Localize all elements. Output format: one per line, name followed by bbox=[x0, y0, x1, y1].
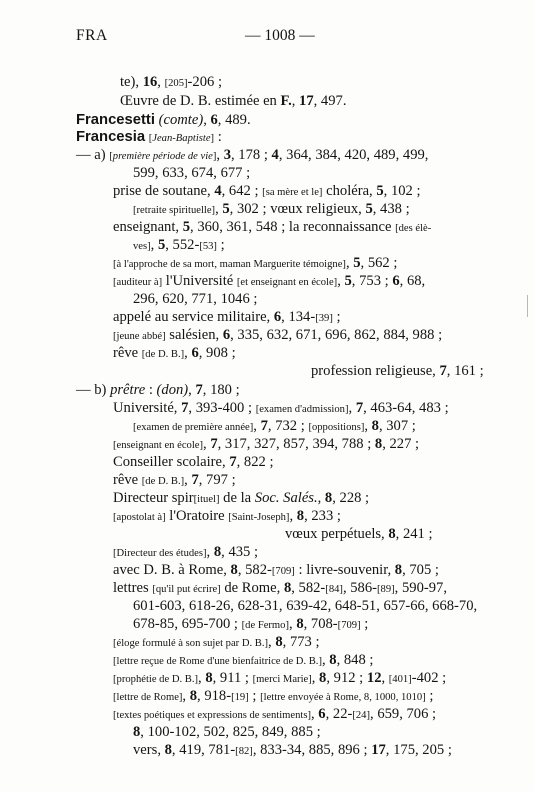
entry-text: , 161 ; bbox=[446, 363, 484, 379]
entry-text: , 582- bbox=[291, 580, 326, 596]
index-line bbox=[120, 92, 346, 110]
entry-text: , 582- bbox=[237, 562, 272, 578]
entry-text: Directeur spir bbox=[113, 490, 194, 506]
index-line bbox=[113, 326, 442, 346]
entry-text: , 435 ; bbox=[221, 544, 259, 560]
entry-text: l'Université bbox=[162, 273, 237, 289]
entry-text: ; bbox=[425, 688, 434, 704]
entry-text: rêve bbox=[113, 472, 142, 488]
bracket-note: [apostolat à] bbox=[113, 512, 166, 523]
entry-text: , 233 ; bbox=[304, 508, 341, 524]
bracket-note: [à l'approche de sa mort, maman Marguerite témoigne] bbox=[113, 259, 346, 270]
volume-number: 6 bbox=[210, 112, 218, 128]
volume-number: 8 bbox=[133, 724, 141, 740]
index-line bbox=[113, 435, 419, 455]
entry-text: , 100-102, 502, 825, 849, 885 ; bbox=[140, 724, 321, 740]
bracket-note: [textes poétiques et expressions de sentiments] bbox=[113, 710, 311, 721]
entry-text: , 753 ; bbox=[351, 273, 393, 289]
entry-text: , bbox=[348, 400, 356, 416]
index-line bbox=[133, 615, 368, 635]
entry-text: , bbox=[206, 544, 214, 560]
running-head: FRA bbox=[76, 27, 108, 44]
index-line bbox=[76, 381, 240, 399]
entry-text: salésien, bbox=[165, 327, 223, 343]
entry-text: , 642 ; bbox=[221, 183, 263, 199]
entry-text: , 552- bbox=[165, 237, 200, 253]
entry-text: , 912 ; bbox=[326, 670, 367, 686]
entry-text: , 833-34, 885, 896 ; bbox=[252, 742, 372, 758]
entry-text: , bbox=[381, 670, 389, 686]
index-line bbox=[76, 128, 222, 148]
bracket-note: [205] bbox=[164, 78, 188, 89]
entry-text: , bbox=[345, 255, 354, 271]
entry-heading: Francesetti bbox=[76, 112, 155, 128]
volume-number: 5 bbox=[222, 201, 230, 217]
index-line bbox=[113, 182, 421, 202]
volume-number: 8 bbox=[296, 616, 304, 632]
entry-text: , bbox=[184, 472, 192, 488]
entry-text: , 732 ; bbox=[267, 418, 309, 434]
volume-number: 8 bbox=[296, 508, 305, 524]
volume-number: 8 bbox=[329, 652, 337, 668]
volume-number: 7 bbox=[195, 382, 203, 398]
volume-number: 5 bbox=[182, 219, 191, 235]
volume-number: 6 bbox=[222, 327, 231, 343]
entry-text: , 175, 205 ; bbox=[385, 742, 452, 758]
entry-text: Œuvre de D. B. estimée en bbox=[120, 93, 281, 109]
entry-text: ; bbox=[360, 616, 369, 632]
volume-number: 5 bbox=[344, 273, 352, 289]
entry-text: , 586- bbox=[342, 580, 378, 596]
volume-number: 8 bbox=[283, 580, 292, 596]
entry-text: , 773 ; bbox=[282, 634, 320, 650]
entry-text: , 241 ; bbox=[395, 526, 433, 542]
volume-number: 3 bbox=[223, 147, 231, 163]
bracket-note: [53] bbox=[199, 241, 217, 252]
entry-text: 296, 620, 771, 1046 ; bbox=[133, 291, 258, 307]
entry-text: , 705 ; bbox=[402, 562, 439, 578]
entry-text: de la bbox=[219, 490, 255, 506]
entry-text: : bbox=[214, 129, 222, 145]
bracket-note: [84] bbox=[325, 584, 343, 595]
entry-text: , bbox=[216, 147, 224, 163]
entry-text: l'Oratoire bbox=[165, 508, 229, 524]
volume-number: 8 bbox=[394, 562, 403, 578]
entry-text: , 848 ; bbox=[336, 652, 374, 668]
index-line bbox=[113, 453, 274, 471]
index-line bbox=[133, 164, 250, 182]
entry-text: , 227 ; bbox=[382, 436, 420, 452]
index-line bbox=[113, 507, 341, 527]
volume-number: 5 bbox=[353, 255, 361, 271]
entry-text: , bbox=[321, 652, 330, 668]
volume-number: 17 bbox=[299, 93, 314, 109]
page-number: — 1008 — bbox=[245, 27, 315, 44]
volume-number: 4 bbox=[271, 147, 279, 163]
index-line bbox=[113, 489, 369, 509]
bracket-note: [Directeur des études] bbox=[113, 548, 207, 559]
index-line bbox=[76, 111, 251, 129]
index-line bbox=[113, 272, 425, 292]
bracket-note: [merci Marie] bbox=[252, 674, 312, 685]
bracket-note: [des élè- bbox=[395, 223, 432, 234]
volume-number: 12 bbox=[366, 670, 382, 686]
entry-text: ; bbox=[216, 237, 225, 253]
index-line bbox=[113, 471, 236, 491]
entry-text: , 68, bbox=[399, 273, 426, 289]
entry-text: , bbox=[215, 201, 223, 217]
entry-text: , 419, 781- bbox=[171, 742, 236, 758]
index-line bbox=[113, 633, 320, 653]
bracket-note: [de Fermo] bbox=[241, 620, 290, 631]
entry-text: , bbox=[203, 436, 211, 452]
entry-text: te), bbox=[120, 74, 143, 90]
bracket-note: [prophétie de D. B.] bbox=[113, 674, 199, 685]
entry-text: de Rome, bbox=[220, 580, 284, 596]
bracket-note: [oppositions] bbox=[308, 422, 365, 433]
bracket-note: [82] bbox=[235, 746, 253, 757]
entry-text: vers, bbox=[133, 742, 165, 758]
entry-text: , 180 ; bbox=[202, 382, 240, 398]
volume-number: 17 bbox=[371, 742, 386, 758]
entry-text: , 708- bbox=[303, 616, 338, 632]
bracket-note: [89] bbox=[377, 584, 395, 595]
volume-number: F. bbox=[280, 93, 292, 109]
index-line bbox=[113, 651, 373, 671]
entry-text: , 489. bbox=[217, 112, 251, 128]
entry-text: : bbox=[145, 382, 157, 398]
index-line bbox=[113, 399, 449, 419]
index-line bbox=[113, 687, 433, 707]
volume-number: 8 bbox=[189, 688, 198, 704]
index-line bbox=[133, 597, 477, 615]
bracket-note: [ituel] bbox=[193, 494, 220, 505]
entry-heading: Francesia bbox=[76, 129, 146, 145]
index-line bbox=[133, 417, 416, 437]
index-line bbox=[133, 236, 225, 256]
index-line bbox=[133, 741, 452, 761]
volume-number: 8 bbox=[324, 490, 333, 506]
entry-text: , 438 ; bbox=[372, 201, 410, 217]
entry-text: rêve bbox=[113, 345, 142, 361]
entry-text: , bbox=[364, 418, 372, 434]
bracket-note: [709] bbox=[337, 620, 361, 631]
index-line bbox=[113, 669, 446, 689]
index-line bbox=[113, 344, 236, 364]
volume-number: 7 bbox=[260, 418, 268, 434]
entry-text: , 822 ; bbox=[236, 454, 274, 470]
entry-text: , 317, 327, 857, 394, 788 ; bbox=[217, 436, 375, 452]
index-line bbox=[113, 308, 341, 328]
entry-text: lettres bbox=[113, 580, 153, 596]
volume-number: 7 bbox=[355, 400, 364, 416]
bracket-note: [auditeur à] bbox=[113, 277, 163, 288]
bracket-note: première période de vie bbox=[112, 151, 213, 162]
bracket-note: [ bbox=[109, 151, 113, 162]
volume-number: 4 bbox=[214, 183, 222, 199]
entry-text: , 393-400 ; bbox=[188, 400, 256, 416]
entry-text: , 360, 361, 548 ; la reconnaissance bbox=[190, 219, 396, 235]
entry-text: , bbox=[268, 634, 276, 650]
volume-number: 6 bbox=[273, 309, 282, 325]
volume-number: 8 bbox=[164, 742, 172, 758]
bracket-note: [lettre de Rome] bbox=[113, 692, 183, 703]
entry-text: , bbox=[188, 382, 196, 398]
bracket-note: [jeune abbé] bbox=[113, 331, 166, 342]
index-line bbox=[133, 200, 410, 220]
index-line bbox=[285, 525, 433, 543]
index-line bbox=[133, 723, 321, 741]
bracket-note: [lettre reçue de Rome d'une bienfaitrice de D. B.] bbox=[113, 656, 322, 667]
entry-text: , 178 ; bbox=[231, 147, 272, 163]
bracket-note: [Saint-Joseph] bbox=[228, 512, 290, 523]
bracket-note: ] bbox=[212, 151, 217, 162]
entry-text: ; bbox=[248, 688, 261, 704]
volume-number: 8 bbox=[213, 544, 222, 560]
index-line bbox=[311, 362, 484, 380]
entry-text: , bbox=[182, 688, 190, 704]
entry-text: , 364, 384, 420, 489, 499, bbox=[278, 147, 429, 163]
entry-text: Université, bbox=[113, 400, 182, 416]
entry-text: , 908 ; bbox=[198, 345, 236, 361]
entry-text: ; bbox=[332, 309, 341, 325]
italic-text: (don) bbox=[156, 382, 189, 398]
volume-number: 8 bbox=[388, 526, 396, 542]
volume-number: 7 bbox=[210, 436, 218, 452]
volume-number: 7 bbox=[191, 472, 199, 488]
entry-text: : livre-souvenir, bbox=[294, 562, 395, 578]
entry-text: , bbox=[317, 490, 325, 506]
entry-text: 601-603, 618-26, 628-31, 639-42, 648-51, 657-66, 668-70, bbox=[133, 598, 478, 614]
entry-text: , bbox=[198, 670, 206, 686]
entry-text: , bbox=[184, 345, 192, 361]
bracket-note: [19] bbox=[231, 692, 249, 703]
entry-text: , 590-97, bbox=[394, 580, 447, 596]
index-line bbox=[113, 254, 397, 274]
italic-text: prêtre bbox=[110, 382, 146, 398]
entry-text: , 497. bbox=[313, 93, 347, 109]
entry-text: 678-85, 695-700 ; bbox=[133, 616, 242, 632]
index-line bbox=[113, 705, 436, 725]
entry-text: enseignant, bbox=[113, 219, 183, 235]
volume-number: 8 bbox=[230, 562, 238, 578]
entry-text: -206 ; bbox=[187, 74, 223, 90]
index-line bbox=[120, 73, 222, 93]
entry-text: profession religieuse, bbox=[311, 363, 440, 379]
italic-text: Soc. Salés. bbox=[254, 490, 318, 506]
entry-text: , bbox=[289, 616, 297, 632]
entry-text: , 659, 706 ; bbox=[370, 706, 437, 722]
bracket-note: Jean-Baptiste bbox=[152, 133, 211, 144]
entry-text: , 911 ; bbox=[212, 670, 253, 686]
entry-text: , bbox=[203, 112, 211, 128]
entry-text: , bbox=[253, 418, 261, 434]
volume-number: 6 bbox=[318, 706, 326, 722]
bracket-note: [de D. B.] bbox=[141, 476, 185, 487]
entry-text: Conseiller scolaire, bbox=[113, 454, 230, 470]
entry-text: avec D. B. à Rome, bbox=[113, 562, 231, 578]
bracket-note: ves] bbox=[133, 241, 151, 252]
bracket-note: [lettre envoyée à Rome, 8, 1000, 1010] bbox=[260, 692, 426, 703]
volume-number: 8 bbox=[371, 418, 379, 434]
volume-number: 7 bbox=[181, 400, 189, 416]
index-line bbox=[113, 543, 258, 563]
bracket-note: [401] bbox=[388, 674, 412, 685]
italic-text: (comte) bbox=[158, 112, 204, 128]
entry-text: choléra, bbox=[322, 183, 377, 199]
bracket-note: [enseignant en école] bbox=[113, 440, 204, 451]
bracket-note: [examen de première année] bbox=[133, 422, 254, 433]
entry-text: , bbox=[157, 74, 165, 90]
bracket-note: [de D. B.] bbox=[141, 349, 185, 360]
index-line bbox=[76, 146, 428, 166]
bracket-note: [et enseignant en école] bbox=[236, 277, 338, 288]
index-line bbox=[113, 579, 447, 599]
entry-text: , 228 ; bbox=[332, 490, 370, 506]
entry-text: , bbox=[291, 93, 300, 109]
entry-text: , bbox=[289, 508, 297, 524]
entry-text: , bbox=[311, 706, 319, 722]
scan-margin-mark bbox=[527, 295, 528, 317]
volume-number: 5 bbox=[157, 237, 166, 253]
entry-text: appelé au service militaire, bbox=[113, 309, 274, 325]
volume-number: 7 bbox=[439, 363, 447, 379]
bracket-note: [24] bbox=[352, 710, 371, 721]
index-line bbox=[113, 561, 439, 581]
volume-number: 5 bbox=[365, 201, 373, 217]
entry-text: — b) bbox=[76, 382, 111, 398]
entry-text: , bbox=[150, 237, 158, 253]
entry-text: , 918- bbox=[197, 688, 232, 704]
volume-number: 8 bbox=[374, 436, 383, 452]
bracket-note: [sa mère et le] bbox=[262, 187, 323, 198]
entry-text: , 102 ; bbox=[383, 183, 421, 199]
index-line bbox=[133, 290, 257, 308]
entry-text: -402 ; bbox=[411, 670, 447, 686]
volume-number: 6 bbox=[392, 273, 400, 289]
volume-number: 7 bbox=[229, 454, 237, 470]
bracket-note: [39] bbox=[315, 313, 333, 324]
volume-number: 16 bbox=[142, 74, 158, 90]
entry-text: vœux perpétuels, bbox=[285, 526, 389, 542]
entry-text: , 22- bbox=[325, 706, 353, 722]
entry-text: — a) bbox=[76, 147, 110, 163]
entry-text: prise de soutane, bbox=[113, 183, 215, 199]
bracket-note: [ bbox=[148, 133, 153, 144]
entry-text: , 307 ; bbox=[378, 418, 416, 434]
entry-text: , 797 ; bbox=[198, 472, 236, 488]
volume-number: 8 bbox=[275, 634, 283, 650]
entry-text: , bbox=[311, 670, 320, 686]
index-line bbox=[113, 218, 431, 238]
bracket-note: [examen d'admission] bbox=[255, 404, 349, 415]
volume-number: 8 bbox=[205, 670, 213, 686]
entry-text: , 562 ; bbox=[360, 255, 398, 271]
bracket-note: ] bbox=[210, 133, 215, 144]
entry-text: , 302 ; vœux religieux, bbox=[229, 201, 366, 217]
entry-text: , 134- bbox=[281, 309, 316, 325]
volume-number: 5 bbox=[376, 183, 384, 199]
bracket-note: [qu'il put écrire] bbox=[152, 584, 221, 595]
bracket-note: [éloge formulé à son sujet par D. B.] bbox=[113, 638, 269, 649]
bracket-note: [retraite spirituelle] bbox=[133, 205, 216, 216]
entry-text: , bbox=[337, 273, 345, 289]
entry-text: , 463-64, 483 ; bbox=[363, 400, 449, 416]
entry-text: , 335, 632, 671, 696, 862, 884, 988 ; bbox=[230, 327, 443, 343]
entry-text: 599, 633, 674, 677 ; bbox=[133, 165, 251, 181]
volume-number: 6 bbox=[191, 345, 199, 361]
bracket-note: [709] bbox=[271, 566, 295, 577]
volume-number: 8 bbox=[319, 670, 327, 686]
